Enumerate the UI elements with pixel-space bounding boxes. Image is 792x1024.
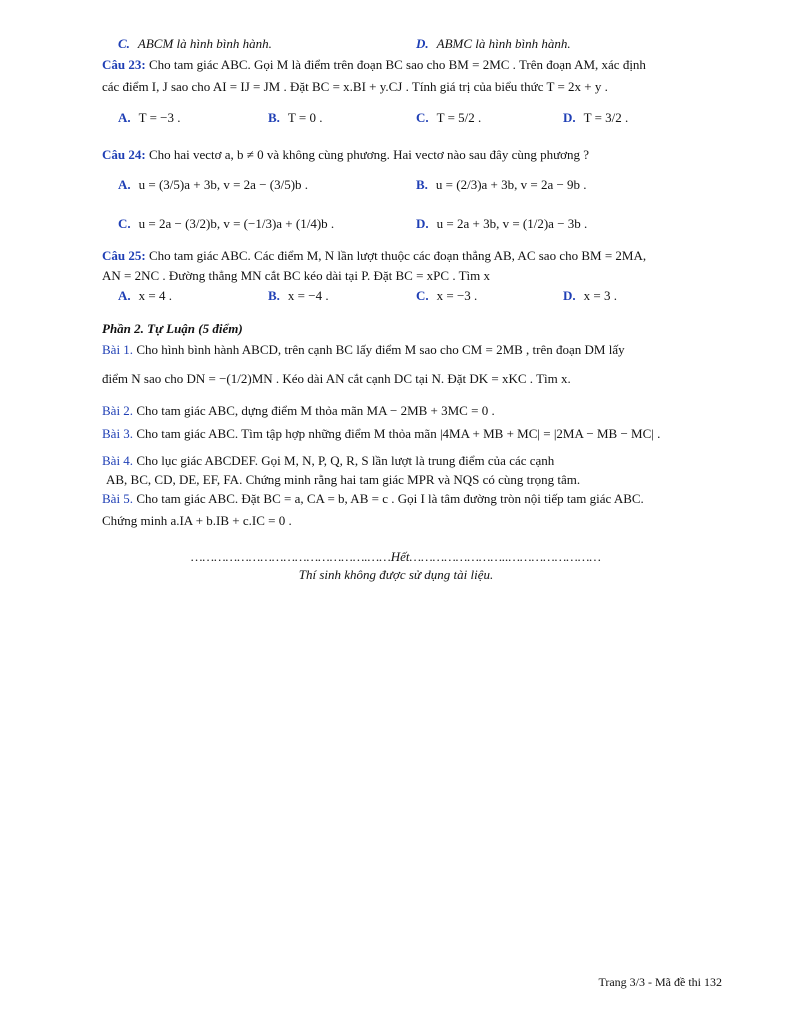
q25-option-a: A. x = 4 . (118, 288, 172, 303)
prev-option-d: D. ABMC là hình bình hành. (416, 36, 571, 51)
q24-option-c: C. u = 2a − (3/2)b, v = (−1/3)a + (1/4)b . (118, 216, 335, 231)
q25-option-d: D. x = 3 . (563, 288, 617, 303)
end-mark: ……………………………………….……Hết……………………..…………………… (191, 549, 601, 564)
q25-option-b: B. x = −4 . (268, 288, 329, 303)
q23-option-a: A. T = −3 . (118, 110, 181, 125)
bai-1: Bài 1. Cho hình bình hành ABCD, trên cạnh BC lấy điểm M sao cho CM = 2MB , trên đoạn DM lấy (102, 342, 625, 357)
page-footer: Trang 3/3 - Mã đề thi 132 (598, 975, 722, 989)
bai-3: Bài 3. Cho tam giác ABC. Tìm tập hợp những điểm M thỏa mãn |4MA + MB + MC| = |2MA − MB − MC| . (102, 426, 661, 441)
q24-option-b: B. u = (2/3)a + 3b, v = 2a − 9b . (416, 177, 587, 192)
q23-option-c: C. T = 5/2 . (416, 110, 482, 125)
prev-option-c: C. ABCM là hình bình hành. (118, 36, 272, 51)
question-25-line2: AN = 2NC . Đường thẳng MN cắt BC kéo dài tại P. Đặt BC = xPC . Tìm x (102, 268, 491, 283)
q24-option-d: D. u = 2a + 3b, v = (1/2)a − 3b . (416, 216, 588, 231)
bai-5-line2: Chứng minh a.IA + b.IB + c.IC = 0 . (102, 513, 292, 528)
q23-option-d: D. T = 3/2 . (563, 110, 629, 125)
question-25: Câu 25: Cho tam giác ABC. Các điểm M, N lần lượt thuộc các đoạn thẳng AB, AC sao cho BM = 2MA, (102, 248, 647, 263)
q24-option-a: A. u = (3/5)a + 3b, v = 2a − (3/5)b . (118, 177, 309, 192)
part2-heading: Phần 2. Tự Luận (5 điểm) (102, 321, 243, 336)
bai-2: Bài 2. Cho tam giác ABC, dựng điểm M thỏa mãn MA − 2MB + 3MC = 0 . (102, 403, 495, 418)
question-23: Câu 23: Cho tam giác ABC. Gọi M là điểm trên đoạn BC sao cho BM = 2MC . Trên đoạn AM, xác định (102, 57, 646, 72)
exam-note: Thí sinh không được sử dụng tài liệu. (298, 567, 494, 582)
bai-4-line2: AB, BC, CD, DE, EF, FA. Chứng minh rằng hai tam giác MPR và NQS có cùng trọng tâm. (106, 472, 581, 487)
bai-1-line2: điểm N sao cho DN = −(1/2)MN . Kéo dài AN cắt cạnh DC tại N. Đặt DK = xKC . Tìm x. (102, 371, 571, 386)
q25-option-c: C. x = −3 . (416, 288, 478, 303)
bai-5: Bài 5. Cho tam giác ABC. Đặt BC = a, CA = b, AB = c . Gọi I là tâm đường tròn nội tiếp tam giác ABC. (102, 491, 644, 506)
question-23-line2: các điểm I, J sao cho AI = IJ = JM . Đặt BC = x.BI + y.CJ . Tính giá trị của biểu thức T = 2x + y . (102, 79, 608, 94)
q23-option-b: B. T = 0 . (268, 110, 323, 125)
bai-4: Bài 4. Cho lục giác ABCDEF. Gọi M, N, P, Q, R, S lần lượt là trung điểm của các cạnh (102, 453, 555, 468)
question-24: Câu 24: Cho hai vectơ a, b ≠ 0 và không cùng phương. Hai vectơ nào sau đây cùng phương ? (102, 147, 590, 162)
